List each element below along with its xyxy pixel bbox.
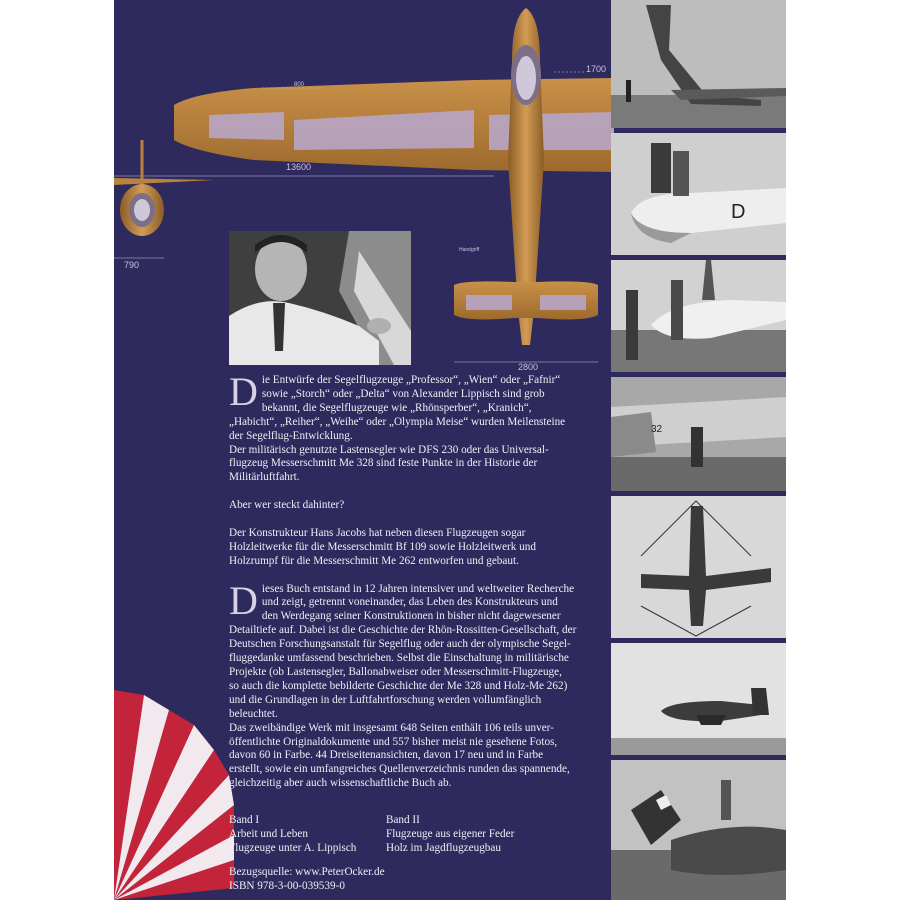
- intro-paragraph: [229, 369, 594, 485]
- book-line: erstellt, sowie ein umfangreiches Quellenverzeichnis runden das spannende,: [229, 763, 570, 776]
- intro-line: bekannt, die Segelflugzeuge wie „Rhönsperber“, „Kranich“,: [261, 401, 532, 414]
- photo-me-328-flight: [611, 643, 786, 755]
- svg-text:D: D: [731, 201, 746, 223]
- book-line: beleuchtet.: [229, 707, 278, 720]
- left-margin: [0, 0, 114, 900]
- photo-aircraft-with-balloon-deflector: [611, 496, 786, 638]
- volume-1-title: Band I: [229, 814, 260, 826]
- volume-1-line: Arbeit und Leben: [229, 827, 308, 840]
- volume-2: [386, 814, 514, 856]
- isbn: ISBN 978-3-00-039539-0: [229, 879, 345, 892]
- volume-2-line: Flugzeuge aus eigener Feder: [386, 827, 515, 840]
- book-line: Detailtiefe auf. Dabei ist die Geschichte der Rhön-Rossitten-Gesellschaft, der: [229, 624, 577, 637]
- book-line: und die Grundlagen in der Luftfahrtforschung werden vollumfänglich: [229, 693, 542, 706]
- book-line: gleichzeitig aber auch wissenschaftliche Buch ab.: [229, 777, 452, 790]
- photo-wreckage: [611, 760, 786, 900]
- dimension-small: 800: [294, 82, 305, 88]
- book-paragraph: [229, 577, 594, 792]
- photo-transport-glider: [611, 377, 786, 491]
- designer-line: Der Konstrukteur Hans Jacobs hat neben diesen Flugzeugen sogar: [229, 526, 526, 539]
- designer-line: Holzrumpf für die Messerschmitt Me 262 entworfen und gebaut.: [229, 554, 519, 567]
- intro-line: flugzeug Messerschmitt Me 328 sind feste Punkte in der Historie der: [229, 457, 538, 470]
- dimension-height: 1700: [586, 64, 607, 74]
- svg-text:32: 32: [651, 424, 663, 435]
- photo-glider-cockpit: [611, 133, 786, 255]
- intro-line: sowie „Storch“ oder „Delta“ von Alexander Lippisch sind grob: [261, 387, 545, 400]
- photo-glider-on-field: [611, 260, 786, 372]
- question-line: Aber wer steckt dahinter?: [229, 499, 345, 512]
- photo-glider-tail-up: [611, 0, 786, 128]
- intro-line: ie Entwürfe der Segelflugzeuge „Professor“, „Wien“ oder „Fafnir“: [261, 374, 561, 386]
- book-line: fluggedanke umfassend beschrieben. Selbst die Einschaltung in militärische: [229, 652, 569, 665]
- book-line: und zeigt, getrennt voneinander, das Leben des Konstrukteurs und: [261, 596, 558, 609]
- right-margin: [786, 0, 900, 900]
- intro-line: Der militärisch genutzte Lastensegler wie DFS 230 oder das Universal-: [229, 443, 549, 456]
- volume-2-title: Band II: [386, 814, 420, 826]
- photo-strip: [611, 0, 786, 900]
- volume-1-line: Flugzeuge unter A. Lippisch: [229, 841, 357, 854]
- source-info: [229, 866, 385, 894]
- designer-line: Holzleitwerke für die Messerschmitt Bf 109 sowie Holzleitwerk und: [229, 540, 536, 553]
- intro-line: Militärluftfahrt.: [229, 471, 300, 484]
- handle-label: Handgriff: [459, 247, 480, 253]
- front-view: [114, 140, 214, 270]
- book-line: so auch die komplette bebilderte Geschichte der Me 328 und Holz-Me 262): [229, 679, 568, 692]
- sunburst-decoration: [114, 690, 234, 900]
- intro-line: „Habicht“, „Reiher“, „Weihe“ oder „Olympia Meise“ wurden Meilensteine: [229, 415, 566, 428]
- book-line: davon 60 in Farbe. 44 Dreiseitenansichten, davon 17 neu und in Farbe: [229, 749, 544, 762]
- dimension-tail-span: 2800: [518, 362, 539, 372]
- source-url: Bezugsquelle: www.PeterOcker.de: [229, 866, 385, 878]
- book-line: ieses Buch entstand in 12 Jahren intensiver und weltweiter Recherche: [261, 582, 575, 595]
- book-line: den Werdegang seiner Konstruktionen in bisher nicht dagewesener: [261, 610, 561, 623]
- volume-1: [229, 814, 356, 856]
- book-dropcap: D: [229, 577, 258, 623]
- intro-line: der Segelflug-Entwicklung.: [229, 429, 353, 442]
- book-line: Projekte (ob Lastensegler, Ballonabweiser oder Messerschmitt-Flugzeuge,: [229, 665, 562, 678]
- dimension-front-width: 790: [124, 260, 140, 270]
- portrait-photo-hans-jacobs: [229, 231, 411, 365]
- book-line: Deutschen Forschungsanstalt für Segelflug oder auch der olympische Segel-: [229, 638, 571, 651]
- body-text: [229, 369, 594, 791]
- book-line: öffentlichte Originaldokumente und 557 bisher meist nie gesehene Fotos,: [229, 735, 558, 748]
- dimension-span: 13600: [286, 162, 312, 172]
- intro-dropcap: D: [229, 369, 258, 414]
- volume-2-line: Holz im Jagdflugzeugbau: [386, 841, 501, 854]
- book-line: Das zweibändige Werk mit insgesamt 648 Seiten enthält 106 teils unver-: [229, 721, 554, 734]
